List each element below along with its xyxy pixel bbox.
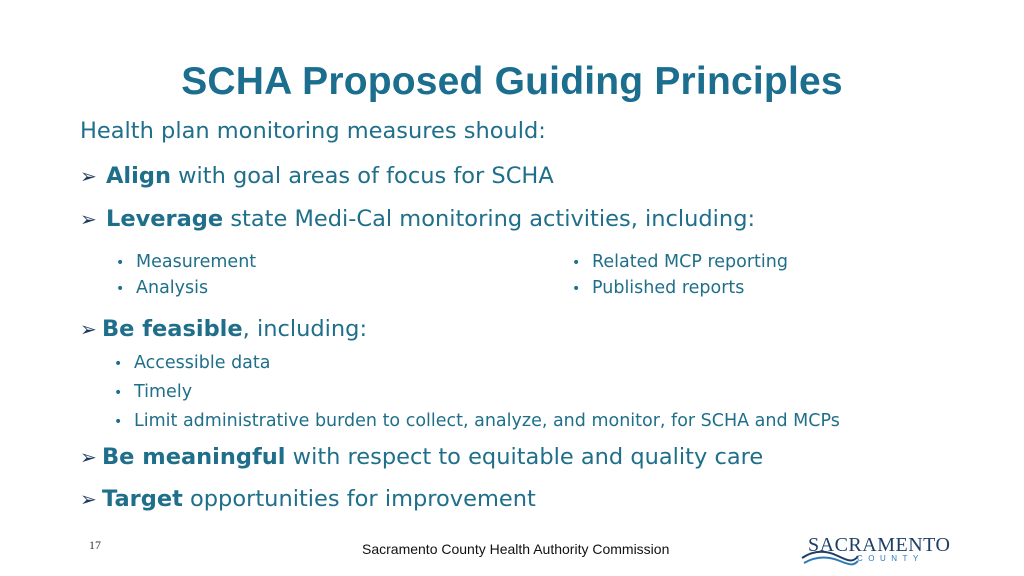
arrow-bullet-icon: ➢: [80, 164, 97, 188]
principle-keyword: Be meaningful: [102, 444, 286, 470]
slide-title: SCHA Proposed Guiding Principles: [181, 60, 843, 103]
principle-text: , including:: [242, 316, 368, 342]
principle-text: state Medi-Cal monitoring activities, including:: [223, 206, 756, 232]
principle-text: with respect to equitable and quality care: [285, 444, 764, 470]
list-item: • Limit administrative burden to collect, analyze, and monitor, for SCHA and MCPs: [114, 407, 840, 436]
principle-keyword: Align: [106, 163, 171, 189]
footer-organization: Sacramento County Health Authority Commission: [362, 541, 670, 557]
page-number: 17: [89, 538, 101, 552]
principle-leverage: [80, 206, 755, 232]
bullet-icon: •: [114, 385, 123, 401]
principle-align: [80, 163, 554, 189]
intro-text: Health plan monitoring measures should:: [80, 118, 546, 144]
list-item: • Analysis: [116, 275, 256, 301]
bullet-icon: •: [572, 255, 581, 271]
bullet-icon: •: [572, 281, 581, 297]
leverage-list-right: [572, 249, 788, 301]
bullet-icon: •: [116, 255, 125, 271]
list-item: • Published reports: [572, 275, 788, 301]
principle-feasible: [80, 316, 367, 342]
feasible-list: [114, 349, 840, 436]
list-item: • Timely: [114, 378, 840, 407]
principle-target: [80, 486, 536, 512]
bullet-icon: •: [116, 281, 125, 297]
arrow-bullet-icon: ➢: [80, 445, 97, 469]
bullet-icon: •: [114, 356, 123, 372]
principle-keyword: Leverage: [106, 206, 224, 232]
principle-keyword: Be feasible: [102, 316, 243, 342]
arrow-bullet-icon: ➢: [80, 207, 97, 231]
logo-subtitle: COUNTY: [857, 554, 924, 563]
list-item: • Related MCP reporting: [572, 249, 788, 275]
arrow-bullet-icon: ➢: [80, 487, 97, 511]
sacramento-county-logo: [800, 534, 951, 568]
leverage-list-left: [116, 249, 256, 301]
list-item: • Accessible data: [114, 349, 840, 378]
principle-text: opportunities for improvement: [182, 486, 536, 512]
arrow-bullet-icon: ➢: [80, 317, 97, 341]
principle-text: with goal areas of focus for SCHA: [170, 163, 554, 189]
principle-keyword: Target: [102, 486, 183, 512]
bullet-icon: •: [114, 414, 123, 430]
principle-meaningful: [80, 444, 763, 470]
list-item: • Measurement: [116, 249, 256, 275]
logo-word: SACRAMENTO: [808, 534, 951, 556]
